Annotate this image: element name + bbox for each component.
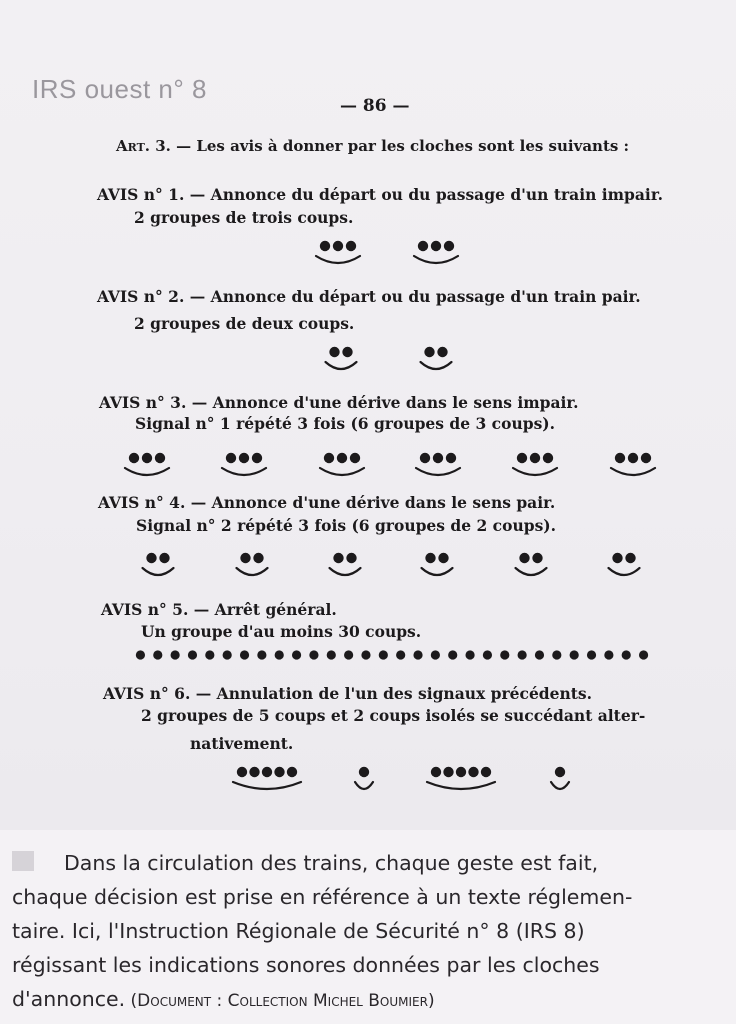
group-bracket [125,468,169,475]
bell-stroke-dot [142,453,152,463]
bell-stroke-dot [379,650,388,659]
group-bracket [516,568,547,575]
bell-stroke-dot [333,553,343,563]
avis-label: AVIS n° 4. [98,493,186,512]
page-number: — 86 — [340,96,410,116]
bell-stroke-dot [481,767,491,777]
avis-text: — Annonce du départ ou du passage d'un train pair. [184,287,641,306]
bell-stroke-dot [346,553,356,563]
bell-stroke-dot [249,767,259,777]
bell-stroke-dot [252,453,262,463]
bell-stroke-dot [431,650,440,659]
bell-stroke-dot [275,650,284,659]
caption-line-1: Dans la circulation des trains, chaque geste est fait, [64,851,599,875]
bell-stroke-dot [413,650,422,659]
group-bracket [320,468,364,475]
bell-stroke-dot [240,650,249,659]
caption-line-5: d'annonce. [12,987,126,1011]
group-bracket [416,468,460,475]
avis-1-signal [316,241,458,263]
bell-stroke-dot [431,767,441,777]
bell-stroke-dot [468,767,478,777]
bell-stroke-dot [329,347,339,357]
group-bracket [330,568,361,575]
bell-stroke-dot [237,767,247,777]
bell-stroke-dot [327,650,336,659]
bell-stroke-dot [320,241,330,251]
bell-stroke-dot [604,650,613,659]
bell-stroke-dot [418,241,428,251]
caption-marker-icon [12,851,34,871]
bell-stroke-dot [153,650,162,659]
bell-stroke-dot [205,650,214,659]
bell-stroke-dot [324,453,334,463]
bell-stroke-dot [552,650,561,659]
bell-stroke-dot [448,650,457,659]
bell-stroke-dot [240,553,250,563]
bell-stroke-dot [226,453,236,463]
photo-caption [12,846,724,1018]
bell-stroke-dot [346,241,356,251]
bell-stroke-dot [446,453,456,463]
avis-2-detail: 2 groupes de deux coups. [134,314,355,333]
avis-text: — Annonce d'une dérive dans le sens impair. [186,393,579,412]
avis-6-detail-cont: nativement. [190,734,294,753]
caption-line-4: régissant les indications sonores données par les cloches [12,953,600,977]
bell-stroke-dot [587,650,596,659]
avis-3-detail: Signal n° 1 répété 3 fois (6 groupes de 3 coups). [135,414,556,433]
group-bracket [427,782,495,789]
bell-stroke-dot [615,453,625,463]
bell-stroke-dot [223,650,232,659]
bell-stroke-dot [425,553,435,563]
group-bracket [551,782,569,789]
stroke-group [143,553,174,575]
bell-stroke-dot [350,453,360,463]
bell-stroke-dot [438,553,448,563]
caption-line-2: chaque décision est prise en référence à un texte réglemen- [12,885,633,909]
bell-stroke-dot [465,650,474,659]
bell-stroke-dot [287,767,297,777]
caption-line-3: taire. Ici, l'Instruction Régionale de Sécurité n° 8 (IRS 8) [12,919,585,943]
bell-stroke-dot [146,553,156,563]
bell-stroke-dot [361,650,370,659]
stroke-group [414,241,458,263]
avis-3-signal [125,453,655,475]
avis-text: — Annonce du départ ou du passage d'un train impair. [184,185,663,204]
stroke-group [516,553,547,575]
group-bracket [143,568,174,575]
document-tag: IRS ouest n° 8 [32,74,207,104]
stroke-group [421,347,452,369]
stroke-group [427,767,495,789]
group-bracket [421,362,452,369]
bell-stroke-dot [517,453,527,463]
bell-stroke-dot [253,553,263,563]
avis-6-signal [233,767,569,789]
group-bracket [414,256,458,263]
avis-2-signal [326,347,452,369]
bell-stroke-dot [342,347,352,357]
group-bracket [611,468,655,475]
bell-stroke-dot [337,453,347,463]
avis-label: AVIS n° 6. [103,684,191,703]
bell-stroke-dot [483,650,492,659]
avis-4-detail: Signal n° 2 répété 3 fois (6 groupes de 2 coups). [136,516,557,535]
bell-stroke-dot [437,347,447,357]
bell-stroke-dot [274,767,284,777]
bell-stroke-dot [344,650,353,659]
group-bracket [513,468,557,475]
stroke-group [422,553,453,575]
avis-6-detail: 2 groupes de 5 coups et 2 coups isolés se succédant alter- [141,706,646,725]
bell-stroke-dot [171,650,180,659]
avis-text: — Arrêt général. [188,600,337,619]
bell-stroke-dot [159,553,169,563]
bell-stroke-dot [443,767,453,777]
avis-5-detail: Un groupe d'au moins 30 coups. [141,622,422,641]
group-bracket [422,568,453,575]
bell-stroke-dot [262,767,272,777]
avis-text: — Annonce d'une dérive dans le sens pair. [185,493,556,512]
avis-1-detail: 2 groupes de trois coups. [134,208,354,227]
bell-stroke-dot [129,453,139,463]
avis-text: — Annulation de l'un des signaux précédents. [190,684,593,703]
stroke-group [316,241,360,263]
stroke-group [136,650,648,659]
stroke-group [611,453,655,475]
bell-stroke-dot [641,453,651,463]
bell-stroke-dot [188,650,197,659]
bell-stroke-dot [257,650,266,659]
avis-4-signal [143,553,640,575]
bell-stroke-dot [155,453,165,463]
bell-stroke-dot [555,767,565,777]
bell-stroke-dot [535,650,544,659]
bell-stroke-dot [530,453,540,463]
bell-stroke-dot [639,650,648,659]
group-bracket [237,568,268,575]
caption-credit: (Document : Collection Michel Boumier) [125,991,435,1011]
bell-stroke-dot [532,553,542,563]
avis-label: AVIS n° 5. [101,600,189,619]
stroke-group [320,453,364,475]
group-bracket [326,362,357,369]
bell-stroke-dot [239,453,249,463]
bell-stroke-dot [456,767,466,777]
avis-label: AVIS n° 3. [99,393,187,412]
stroke-group [416,453,460,475]
bell-stroke-dot [622,650,631,659]
group-bracket [233,782,301,789]
article-label: Art. 3. [116,137,171,155]
bell-stroke-dot [570,650,579,659]
stroke-group [355,767,373,789]
bell-stroke-dot [612,553,622,563]
stroke-group [551,767,569,789]
bell-stroke-dot [431,241,441,251]
stroke-group [222,453,266,475]
bell-stroke-dot [309,650,318,659]
bell-stroke-dot [424,347,434,357]
bell-stroke-dot [518,650,527,659]
article-text: — Les avis à donner par les cloches sont les suivants : [170,137,630,155]
bell-stroke-dot [433,453,443,463]
group-bracket [316,256,360,263]
avis-label: AVIS n° 2. [97,287,185,306]
avis-label: AVIS n° 1. [97,185,185,204]
stroke-group [513,453,557,475]
stroke-group [326,347,357,369]
stroke-group [125,453,169,475]
bell-stroke-dot [359,767,369,777]
avis-5-signal [136,650,648,659]
stroke-group [233,767,301,789]
bell-stroke-dot [333,241,343,251]
group-bracket [609,568,640,575]
bell-stroke-dot [420,453,430,463]
stroke-group [330,553,361,575]
bell-stroke-dot [136,650,145,659]
group-bracket [355,782,373,789]
bell-stroke-dot [543,453,553,463]
bell-stroke-dot [519,553,529,563]
bell-stroke-dot [625,553,635,563]
bell-stroke-dot [500,650,509,659]
bell-stroke-dot [628,453,638,463]
group-bracket [222,468,266,475]
stroke-group [237,553,268,575]
bell-stroke-dot [444,241,454,251]
stroke-group [609,553,640,575]
bell-stroke-dot [396,650,405,659]
bell-stroke-dot [292,650,301,659]
